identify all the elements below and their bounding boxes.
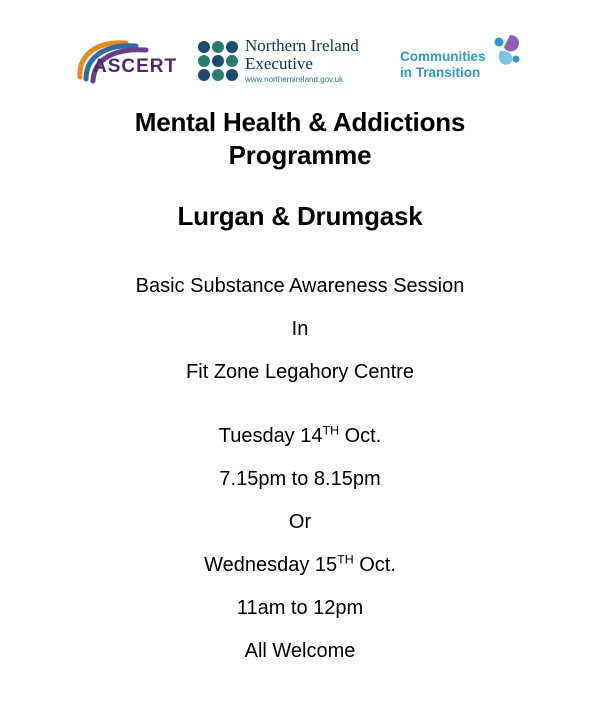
ni-executive-url: www.northernireland.gov.uk: [245, 75, 344, 85]
title-line-1: Mental Health & Addictions: [134, 107, 466, 137]
communities-swirl-icon: [490, 33, 524, 67]
connector-or: Or: [288, 510, 312, 533]
date-option-2: [40, 551, 560, 576]
session-type: Basic Substance Awareness Session: [135, 274, 465, 297]
ni-executive-line1: Northern Ireland: [245, 36, 359, 56]
time-option-2: 11am to 12pm: [236, 596, 364, 619]
date-1-ordinal: TH: [322, 422, 340, 437]
ascert-logo: [74, 37, 182, 85]
communities-in-transition-logo: [400, 35, 526, 87]
date-1-suffix: Oct.: [339, 424, 382, 447]
date-1-prefix: Tuesday 14: [218, 424, 323, 447]
date-2-suffix: Oct.: [353, 553, 396, 576]
northern-ireland-executive-logo: [198, 37, 384, 84]
title-line-2: Programme: [228, 140, 372, 171]
poster-content: [0, 106, 600, 661]
page-subtitle: Lurgan & Drumgask: [177, 200, 423, 231]
ni-executive-dot-grid-icon: [198, 41, 238, 81]
communities-wordmark: [400, 49, 486, 80]
ascert-wordmark: ASCERT: [93, 56, 178, 77]
ni-executive-line2: Executive: [245, 54, 313, 74]
communities-line1: Communities: [400, 49, 486, 64]
date-2-prefix: Wednesday 15: [204, 553, 338, 576]
date-option-1: [40, 422, 560, 447]
logo-band: [0, 0, 600, 85]
communities-line2: in Transition: [400, 64, 481, 80]
page-title: [40, 106, 560, 173]
connector-in: In: [291, 317, 309, 340]
time-option-1: 7.15pm to 8.15pm: [219, 467, 381, 490]
ni-executive-wordmark: [245, 37, 359, 84]
venue: Fit Zone Legahory Centre: [186, 360, 414, 383]
closing-note: All Welcome: [244, 639, 356, 662]
date-2-ordinal: TH: [337, 551, 354, 566]
